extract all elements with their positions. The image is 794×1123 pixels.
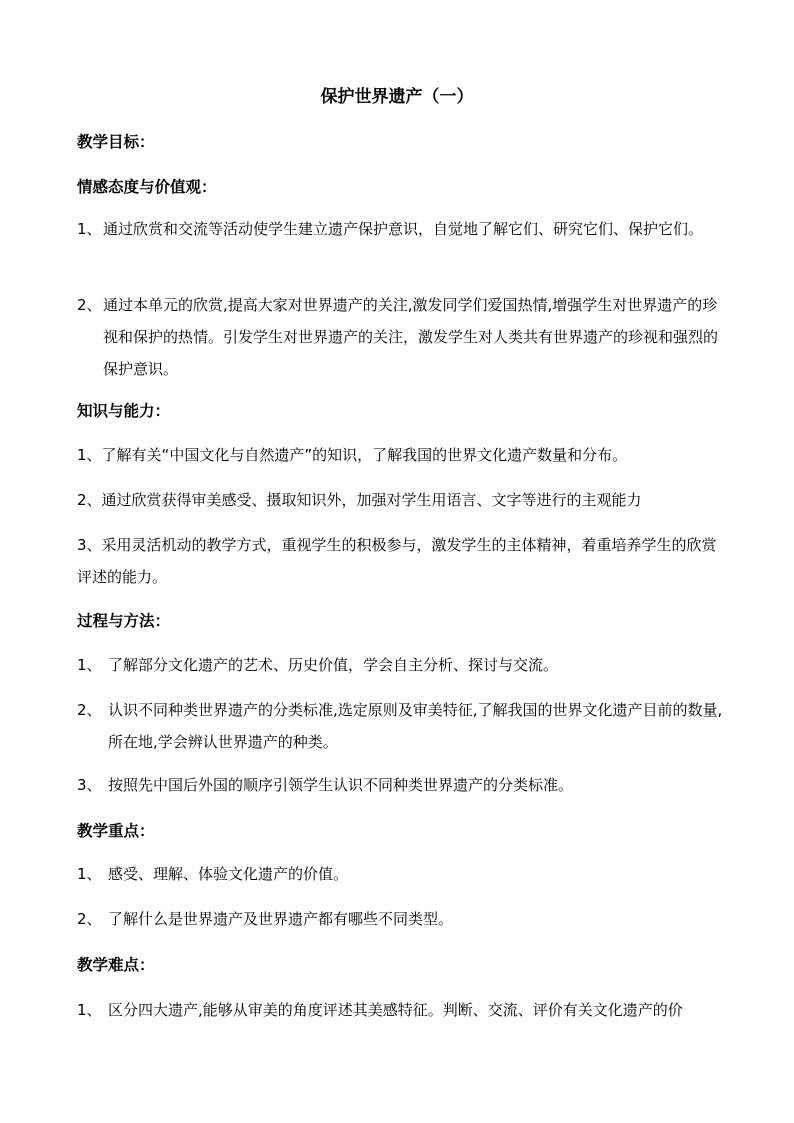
list-item-text: 通过本单元的欣赏,提高大家对世界遗产的关注,激发同学们爱国热情,增强学生对世界遗产的珍视和保护的热情。引发学生对世界遗产的关注，激发学生对人类共有世界遗产的珍视和强烈的保护意识。: [103, 296, 719, 378]
list-item: [77, 649, 727, 681]
list-item-text: 采用灵活机动的教学方式，重视学生的积极参与，激发学生的主体精神，着重培养学生的欣赏评述的能力。: [77, 536, 717, 586]
heading-process-method: 过程与方法：: [77, 612, 171, 630]
list-item-number: 3、: [77, 776, 102, 794]
list-item-text: 按照先中国后外国的顺序引领学生认识不同种类世界遗产的分类标准。: [108, 776, 574, 794]
list-item: [77, 694, 727, 758]
list-item-text: 区分四大遗产,能够从审美的角度评述其美感特征。判断、交流、评价有关文化遗产的价: [108, 1001, 683, 1019]
list-item-text: 通过欣赏获得审美感受、摄取知识外，加强对学生用语言、文字等进行的主观能力: [101, 491, 642, 509]
list-item-number: 1、: [77, 220, 102, 238]
list-item-text: 通过欣赏和交流等活动使学生建立遗产保护意识，自觉地了解它们、研究它们、保护它们。: [103, 220, 704, 238]
list-item-number: 1、: [77, 656, 102, 674]
list-item: [77, 213, 727, 245]
list-item-number: 1、: [77, 446, 102, 464]
list-item-number: 2、: [77, 701, 102, 719]
heading-emotion-attitude-values: 情感态度与价值观：: [77, 178, 217, 196]
list-item: [77, 484, 727, 516]
list-item-number: 2、: [77, 296, 102, 314]
heading-teaching-objectives: 教学目标：: [77, 133, 155, 151]
list-item-number: 2、: [77, 910, 102, 928]
list-item-number: 3、: [77, 536, 102, 554]
heading-key-points: 教学重点：: [77, 822, 155, 840]
list-item: [77, 994, 727, 1026]
heading-difficulties: 教学难点：: [77, 956, 155, 974]
list-item: [77, 289, 727, 385]
list-item: [77, 858, 727, 890]
list-item: [77, 903, 727, 935]
list-item: [77, 439, 727, 471]
list-item-text: 认识不同种类世界遗产的分类标准,选定原则及审美特征,了解我国的世界文化遗产目前的数量,所在地,学会辨认世界遗产的种类。: [108, 701, 723, 751]
list-item-number: 1、: [77, 1001, 102, 1019]
list-item-text: 了解什么是世界遗产及世界遗产都有哪些不同类型。: [108, 910, 454, 928]
heading-knowledge-ability: 知识与能力：: [77, 402, 171, 420]
list-item-text: 了解部分文化遗产的艺术、历史价值，学会自主分析、探讨与交流。: [108, 656, 559, 674]
document-title: 保护世界遗产（一）: [320, 87, 474, 107]
list-item-text: 了解有关“中国文化与自然遗产”的知识，了解我国的世界文化遗产数量和分布。: [101, 446, 628, 464]
list-item: [77, 529, 727, 593]
list-item-number: 2、: [77, 491, 102, 509]
list-item: [77, 769, 727, 801]
list-item-text: 感受、理解、体验文化遗产的价值。: [108, 865, 349, 883]
list-item-number: 1、: [77, 865, 102, 883]
